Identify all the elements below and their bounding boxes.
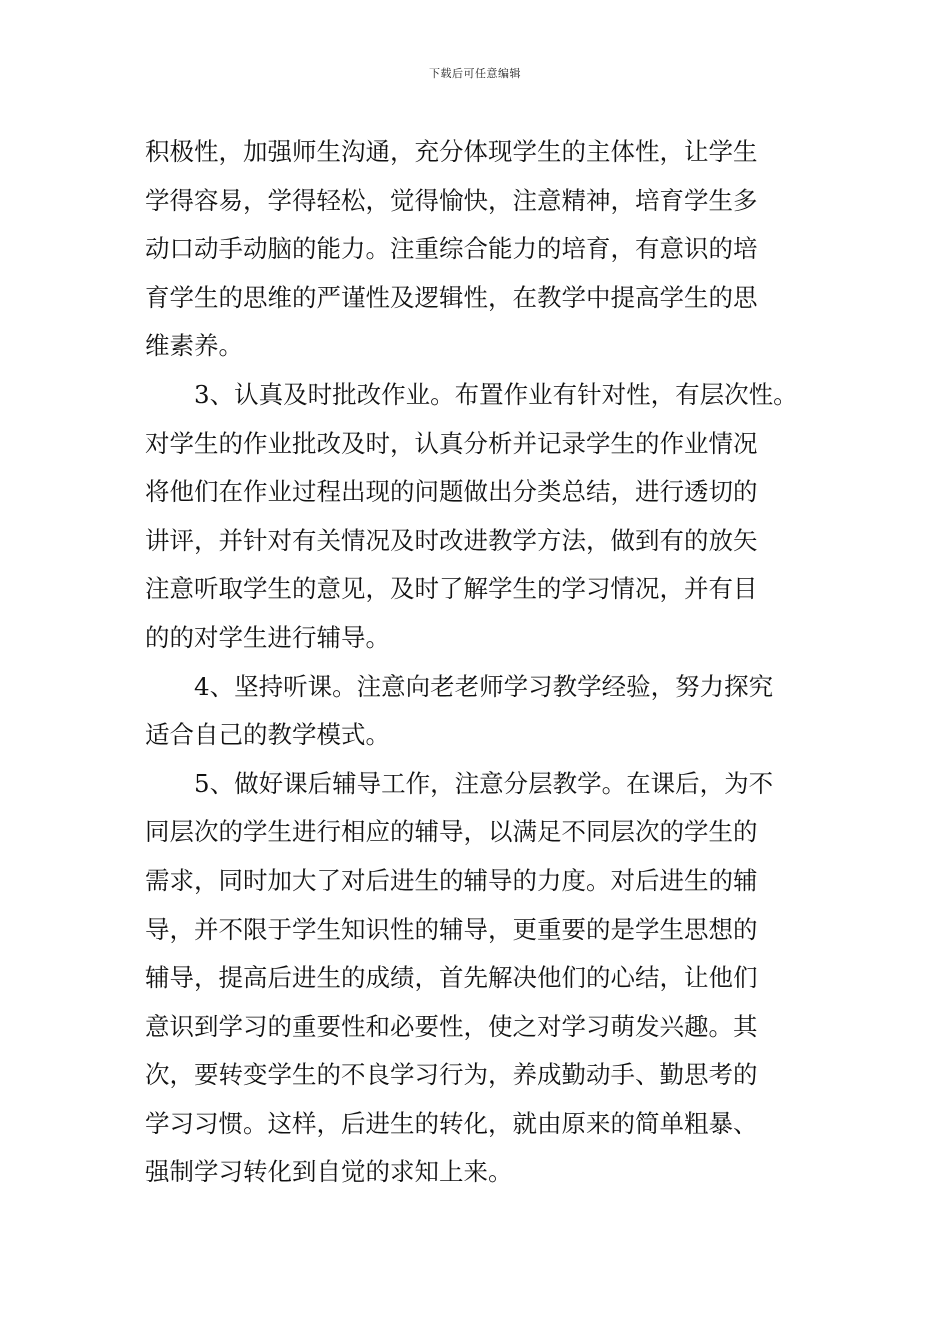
text-line: 需求，同时加大了对后进生的辅导的力度。对后进生的辅 (145, 865, 758, 895)
text-line: 适合自己的教学模式。 (145, 720, 390, 750)
text-line: 辅导，提高后进生的成绩，首先解决他们的心结，让他们 (145, 963, 758, 993)
paragraph-start-line: 4、坚持听课。注意向老老师学习教学经验，努力探究 (194, 671, 774, 701)
text-line: 对学生的作业批改及时，认真分析并记录学生的作业情况 (145, 428, 758, 458)
text-line: 意识到学习的重要性和必要性，使之对学习萌发兴趣。其 (145, 1011, 758, 1041)
text-line: 学得容易，学得轻松，觉得愉快，注意精神，培育学生多 (145, 185, 758, 215)
text-line: 次，要转变学生的不良学习行为，养成勤动手、勤思考的 (145, 1060, 758, 1090)
text-line: 学习习惯。这样，后进生的转化，就由原来的简单粗暴、 (145, 1108, 758, 1138)
text-line: 维素养。 (145, 331, 243, 361)
text-line: 积极性，加强师生沟通，充分体现学生的主体性，让学生 (145, 137, 758, 166)
text-line: 育学生的思维的严谨性及逻辑性，在教学中提高学生的思 (145, 282, 758, 312)
document-body (145, 128, 810, 1197)
text-line: 讲评，并针对有关情况及时改进教学方法，做到有的放矢 (145, 525, 758, 555)
text-line: 将他们在作业过程出现的问题做出分类总结，进行透切的 (145, 477, 758, 507)
text-line: 强制学习转化到自觉的求知上来。 (145, 1157, 513, 1187)
text-line: 导，并不限于学生知识性的辅导，更重要的是学生思想的 (145, 914, 758, 944)
paragraph-start-line: 5、做好课后辅导工作，注意分层教学。在课后，为不 (194, 768, 774, 798)
text-line: 注意听取学生的意见，及时了解学生的学习情况，并有目 (145, 574, 758, 604)
text-line: 动口动手动脑的能力。注重综合能力的培育，有意识的培 (145, 234, 758, 264)
text-line: 同层次的学生进行相应的辅导，以满足不同层次的学生的 (145, 817, 758, 847)
text-line: 的的对学生进行辅导。 (145, 622, 390, 652)
page-header: 下载后可任意编辑 (429, 67, 521, 80)
paragraph-start-line: 3、认真及时批改作业。布置作业有针对性，有层次性。 (194, 379, 798, 409)
